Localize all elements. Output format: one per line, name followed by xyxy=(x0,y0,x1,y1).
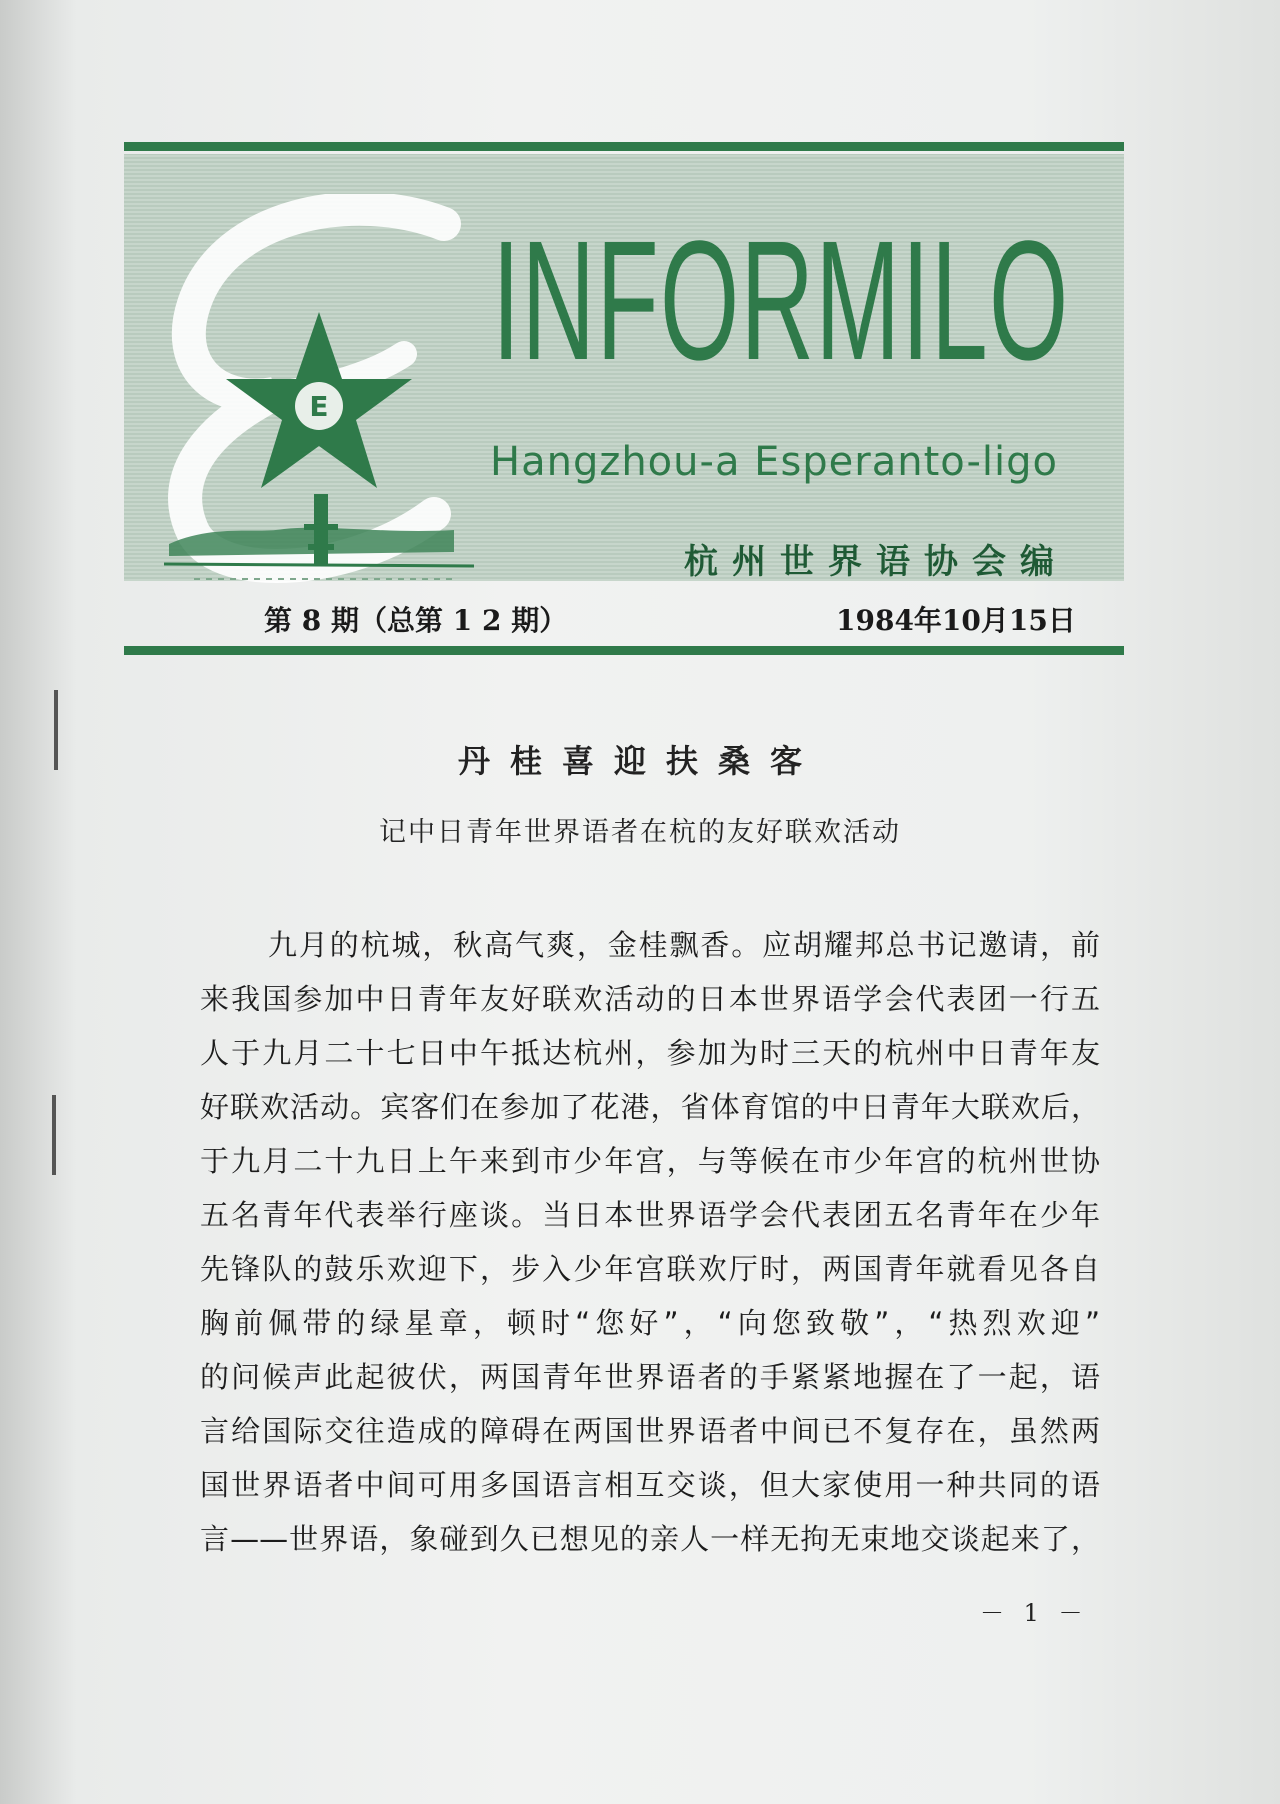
body-line: 的问候声此起彼伏，两国青年世界语者的手紧紧地握在了一起，语 xyxy=(200,1360,1100,1394)
body-line: 言给国际交往造成的障碍在两国世界语者中间已不复存在，虽然两 xyxy=(200,1414,1100,1448)
body-line: 来我国参加中日青年友好联欢活动的日本世界语学会代表团一行五 xyxy=(200,982,1100,1016)
article-headline: 丹桂喜迎扶桑客 xyxy=(457,742,822,780)
issue-date: 1984年10月15日 xyxy=(836,604,1076,637)
body-line: 先锋队的鼓乐欢迎下，步入少年宫联欢厅时，两国青年就看见各自 xyxy=(200,1252,1100,1286)
page-number: － 1 － xyxy=(980,1599,1089,1627)
body-line: 国世界语者中间可用多国语言相互交谈，但大家使用一种共同的语 xyxy=(200,1468,1100,1502)
masthead-bottom-rule xyxy=(124,646,1124,655)
masthead-organization: 杭州世界语协会编 xyxy=(684,542,1068,582)
esperanto-star-logo-icon xyxy=(154,194,484,594)
masthead-title: INFORMILO xyxy=(492,206,1070,396)
article-body xyxy=(200,918,1100,1566)
body-line: 五名青年代表举行座谈。当日本世界语学会代表团五名青年在少年 xyxy=(200,1198,1100,1232)
article-subheadline: 记中日青年世界语者在杭的友好联欢活动 xyxy=(379,817,901,848)
masthead-subtitle: Hangzhou-a Esperanto-ligo xyxy=(490,439,1059,485)
body-line: 言——世界语，象碰到久已想见的亲人一样无拘无束地交谈起来了， xyxy=(200,1522,1100,1556)
body-line: 人于九月二十七日中午抵达杭州，参加为时三天的杭州中日青年友 xyxy=(200,1036,1100,1070)
logo-letter: E xyxy=(309,390,329,423)
body-line: 于九月二十九日上午来到市少年宫，与等候在市少年宫的杭州世协 xyxy=(200,1144,1100,1178)
masthead-top-rule xyxy=(124,142,1124,151)
masthead xyxy=(124,136,1124,656)
body-line: 好联欢活动。宾客们在参加了花港，省体育馆的中日青年大联欢后， xyxy=(200,1090,1100,1124)
body-line: 九月的杭城，秋高气爽，金桂飘香。应胡耀邦总书记邀请，前 xyxy=(268,928,1100,962)
body-line: 胸前佩带的绿星章，顿时“您好”，“向您致敬”，“热烈欢迎” xyxy=(200,1306,1100,1340)
masthead-banner xyxy=(124,154,1124,581)
issue-number: 第 8 期（总第 1 2 期） xyxy=(264,604,568,637)
binding-mark-bottom xyxy=(52,1095,56,1175)
